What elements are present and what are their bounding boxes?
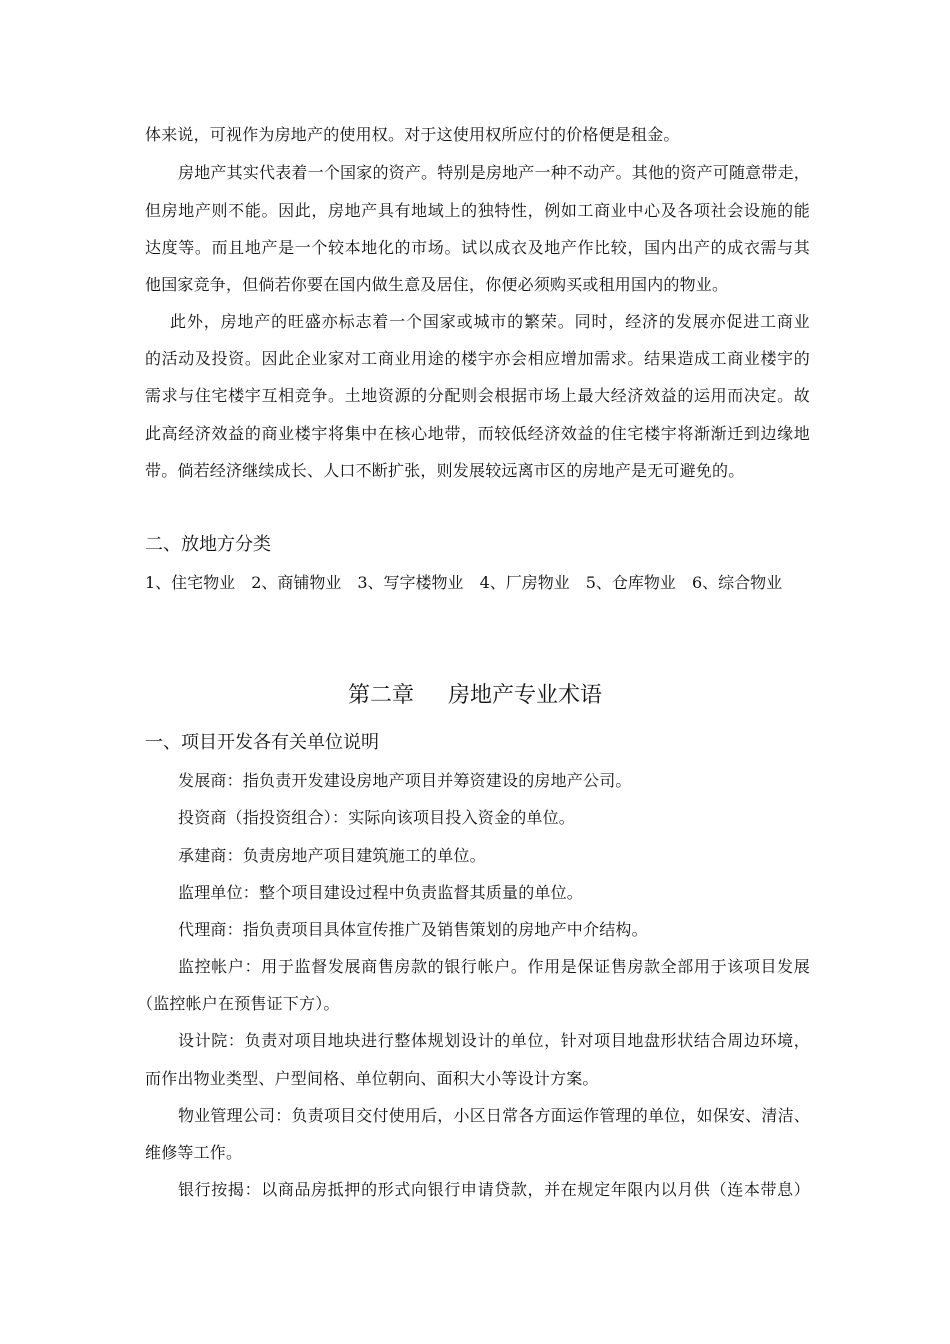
paragraph-line: 体来说，可视作为房地产的使用权。对于这使用权所应付的价格便是租金。 bbox=[145, 125, 680, 144]
paragraph-line: 需求与住宅楼宇互相竞争。土地资源的分配则会根据市场上最大经济效益的运用而决定。故 bbox=[145, 386, 810, 405]
category-item: 1、住宅物业 bbox=[145, 573, 236, 592]
term-line: 银行按揭：以商品房抵押的形式向银行申请贷款，并在规定年限内以月供（连本带息） bbox=[178, 1180, 810, 1199]
section-heading: 二、放地方分类 bbox=[145, 534, 271, 555]
term-line: 投资商（指投资组合）：实际向该项目投入资金的单位。 bbox=[178, 808, 576, 827]
chapter-title: 房地产专业术语 bbox=[448, 683, 603, 708]
term-line: 设计院：负责对项目地块进行整体规划设计的单位，针对项目地盘形状结合周边环境， bbox=[178, 1031, 810, 1050]
paragraph-line: 但房地产则不能。因此，房地产具有地域上的独特性，例如工商业中心及各项社会设施的能 bbox=[145, 201, 810, 220]
paragraph-line: 他国家竞争，但倘若你要在国内做生意及居住，你便必须购买或租用国内的物业。 bbox=[145, 275, 729, 294]
term-line: 监理单位：整个项目建设过程中负责监督其质量的单位。 bbox=[178, 883, 584, 902]
term-line: 物业管理公司：负责项目交付使用后，小区日常各方面运作管理的单位，如保安、清洁、 bbox=[178, 1106, 810, 1125]
category-item: 5、仓库物业 bbox=[585, 573, 676, 592]
term-line: 发展商：指负责开发建设房地产项目并筹资建设的房地产公司。 bbox=[178, 771, 632, 790]
paragraph-line: 达度等。而且地产是一个较本地化的市场。试以成衣及地产作比较，国内出产的成衣需与其 bbox=[145, 238, 810, 257]
category-item: 3、写字楼物业 bbox=[357, 573, 464, 592]
category-item: 2、商铺物业 bbox=[251, 573, 342, 592]
paragraph-line: 此外，房地产的旺盛亦标志着一个国家或城市的繁荣。同时，经济的发展亦促进工商业 bbox=[170, 312, 810, 331]
paragraph-line: 的活动及投资。因此企业家对工商业用途的楼宇亦会相应增加需求。结果造成工商业楼宇的 bbox=[145, 349, 810, 368]
chapter-heading bbox=[0, 682, 950, 710]
section-heading: 一、项目开发各有关单位说明 bbox=[145, 732, 379, 753]
category-list bbox=[145, 572, 782, 594]
term-line: 维修等工作。 bbox=[145, 1143, 243, 1162]
paragraph-line: 此高经济效益的商业楼宇将集中在核心地带，而较低经济效益的住宅楼宇将渐渐迁到边缘地 bbox=[145, 424, 810, 443]
term-line: 监控帐户：用于监督发展商售房款的银行帐户。作用是保证售房款全部用于该项目发展 bbox=[178, 957, 810, 976]
term-line: 承建商：负责房地产项目建筑施工的单位。 bbox=[178, 846, 486, 865]
paragraph-line: 带。倘若经济继续成长、人口不断扩张，则发展较远离市区的房地产是无可避免的。 bbox=[145, 461, 745, 480]
chapter-number: 第二章 bbox=[347, 683, 414, 708]
term-line: （监控帐户在预售证下方）。 bbox=[137, 994, 340, 1013]
term-line: 代理商：指负责项目具体宣传推广及销售策划的房地产中介结构。 bbox=[178, 920, 648, 939]
paragraph-line: 房地产其实代表着一个国家的资产。特别是房地产一种不动产。其他的资产可随意带走， bbox=[178, 163, 810, 182]
term-line: 而作出物业类型、户型间格、单位朝向、面积大小等设计方案。 bbox=[145, 1069, 599, 1088]
category-item: 6、综合物业 bbox=[691, 573, 783, 592]
category-item: 4、厂房物业 bbox=[479, 573, 570, 592]
